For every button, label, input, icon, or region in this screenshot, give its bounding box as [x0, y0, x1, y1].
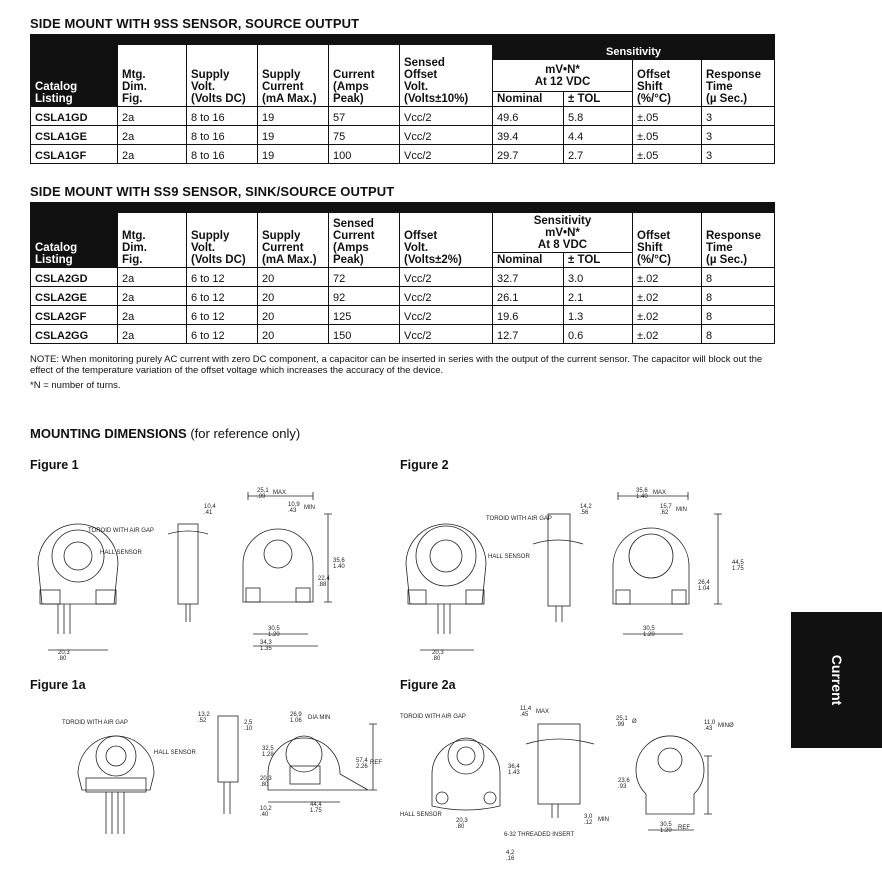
svg-text:36,4: 36,4	[508, 764, 520, 770]
svg-text:30,5: 30,5	[660, 822, 672, 828]
svg-text:.10: .10	[244, 726, 253, 732]
svg-text:.40: .40	[260, 812, 269, 818]
table-row: CSLA2GG 2a 6 to 12 20 150 Vcc/2 12.7 0.6 ±.02 8	[31, 325, 775, 344]
table-row: CSLA2GE 2a 6 to 12 20 92 Vcc/2 26.1 2.1 ±.02 8	[31, 287, 775, 306]
svg-text:20,3: 20,3	[58, 650, 70, 656]
svg-text:1.40: 1.40	[636, 494, 648, 500]
svg-text:1.35: 1.35	[260, 646, 272, 652]
callout-toroid: TOROID WITH AIR GAP	[486, 516, 552, 522]
th-supply-current: Supply Current (mA Max.)	[258, 213, 329, 268]
svg-text:.80: .80	[456, 824, 465, 830]
th-offset-volt: Offset Volt. (Volts±2%)	[400, 213, 493, 268]
svg-text:1.20: 1.20	[268, 632, 280, 638]
th-supply-volt: Supply Volt. (Volts DC)	[187, 45, 258, 107]
svg-text:.88: .88	[318, 582, 327, 588]
figure-2-drawing	[398, 484, 778, 664]
th-mtg: Mtg. Dim. Fig.	[118, 213, 187, 268]
svg-text:DIA MIN: DIA MIN	[308, 715, 331, 721]
figure-2a-drawing	[398, 704, 782, 876]
callout-hall: HALL SENSOR	[100, 550, 142, 556]
callout-hall: HALL SENSOR	[154, 750, 196, 756]
table-row: CSLA1GF 2a 8 to 16 19 100 Vcc/2 29.7 2.7 ±.05 3	[31, 145, 775, 164]
svg-text:34,3: 34,3	[260, 640, 272, 646]
th-response-time: Response Time (µ Sec.)	[702, 60, 775, 107]
th-offset-volt: Sensed Offset Volt. (Volts±10%)	[400, 45, 493, 107]
svg-text:MIN: MIN	[304, 505, 315, 511]
th-offset-shift: Offset Shift (%/°C)	[633, 60, 702, 107]
svg-text:1.20: 1.20	[643, 632, 655, 638]
svg-text:.56: .56	[580, 510, 589, 516]
svg-text:.80: .80	[58, 656, 67, 662]
svg-text:44,4: 44,4	[310, 802, 322, 808]
svg-text:22,4: 22,4	[318, 576, 330, 582]
svg-text:11,4: 11,4	[520, 706, 532, 712]
th-catalog: Catalog Listing	[31, 213, 118, 268]
th-nominal: Nominal	[493, 92, 564, 107]
svg-text:30,5: 30,5	[268, 626, 280, 632]
svg-text:MIN: MIN	[598, 817, 609, 823]
th-mvn: mV•N* At 12 VDC	[493, 60, 633, 92]
svg-text:20,3: 20,3	[260, 776, 272, 782]
th-supply-volt: Supply Volt. (Volts DC)	[187, 213, 258, 268]
svg-text:14,2: 14,2	[580, 504, 592, 510]
table-row: CSLA1GD 2a 8 to 16 19 57 Vcc/2 49.6 5.8 ±.05 3	[31, 107, 775, 126]
svg-text:35,6: 35,6	[636, 488, 648, 494]
th-mtg: Mtg. Dim. Fig.	[118, 45, 187, 107]
svg-text:15,7: 15,7	[660, 504, 672, 510]
svg-text:26,9: 26,9	[290, 712, 302, 718]
svg-text:10,2: 10,2	[260, 806, 272, 812]
figure-2-label: Figure 2	[400, 458, 449, 472]
svg-text:25,1: 25,1	[616, 716, 628, 722]
footnote-text: *N = number of turns.	[30, 380, 121, 391]
table1-title: SIDE MOUNT WITH 9SS SENSOR, SOURCE OUTPUT	[30, 16, 360, 31]
figure-1a-label: Figure 1a	[30, 678, 86, 692]
svg-text:.62: .62	[660, 510, 669, 516]
svg-text:11,0: 11,0	[704, 720, 716, 726]
figure-1a-drawing	[28, 704, 388, 876]
svg-text:1.28: 1.28	[262, 752, 274, 758]
table-row: CSLA1GE 2a 8 to 16 19 75 Vcc/2 39.4 4.4 ±.05 3	[31, 126, 775, 145]
svg-text:.45: .45	[520, 712, 529, 718]
svg-text:3,0: 3,0	[584, 814, 593, 820]
svg-text:1.04: 1.04	[698, 586, 710, 592]
svg-text:MAX: MAX	[653, 490, 667, 496]
th-offset-shift: Offset Shift (%/°C)	[633, 213, 702, 268]
svg-text:.12: .12	[584, 820, 593, 826]
table2-title: SIDE MOUNT WITH SS9 SENSOR, SINK/SOURCE OUTPUT	[30, 184, 395, 199]
svg-text:13,2: 13,2	[198, 712, 210, 718]
svg-text:REF: REF	[678, 825, 690, 831]
svg-text:MINØ: MINØ	[718, 723, 734, 729]
callout-hall: HALL SENSOR	[400, 812, 442, 818]
svg-text:.52: .52	[198, 718, 207, 724]
svg-text:.43: .43	[704, 726, 713, 732]
svg-text:4,2: 4,2	[506, 850, 515, 856]
figure-1-label: Figure 1	[30, 458, 79, 472]
svg-text:30,5: 30,5	[643, 626, 655, 632]
svg-text:2.26: 2.26	[356, 764, 368, 770]
callout-hall: HALL SENSOR	[488, 554, 530, 560]
svg-text:10,9: 10,9	[288, 502, 300, 508]
svg-text:1.20: 1.20	[660, 828, 672, 834]
svg-text:23,6: 23,6	[618, 778, 630, 784]
svg-text:.43: .43	[288, 508, 297, 514]
svg-text:1.43: 1.43	[508, 770, 520, 776]
th-sensitivity: Sensitivity mV•N* At 8 VDC	[493, 213, 633, 253]
svg-text:35,6: 35,6	[333, 558, 345, 564]
callout-toroid: TOROID WITH AIR GAP	[62, 720, 128, 726]
svg-text:REF: REF	[370, 760, 382, 766]
table-row: CSLA2GD 2a 6 to 12 20 72 Vcc/2 32.7 3.0 ±.02 8	[31, 268, 775, 287]
svg-text:MIN: MIN	[676, 507, 687, 513]
svg-text:2,5: 2,5	[244, 720, 253, 726]
svg-text:20,3: 20,3	[432, 650, 444, 656]
callout-toroid: TOROID WITH AIR GAP	[88, 528, 154, 534]
callout-toroid: TOROID WITH AIR GAP	[400, 714, 466, 720]
th-tol: ± TOL	[564, 92, 633, 107]
th-current: Current (Amps Peak)	[329, 45, 400, 107]
svg-text:.80: .80	[432, 656, 441, 662]
svg-text:.99: .99	[616, 722, 625, 728]
svg-text:26,4: 26,4	[698, 580, 710, 586]
svg-text:57,4: 57,4	[356, 758, 368, 764]
figure-1-drawing	[28, 484, 378, 664]
table2	[30, 202, 775, 344]
svg-text:MAX: MAX	[273, 490, 287, 496]
svg-text:1.40: 1.40	[333, 564, 345, 570]
svg-text:10,4: 10,4	[204, 504, 216, 510]
th-nominal: Nominal	[493, 253, 564, 268]
svg-text:32,5: 32,5	[262, 746, 274, 752]
svg-text:1.06: 1.06	[290, 718, 302, 724]
note-text: NOTE: When monitoring purely AC current with zero DC component, a capacitor can be inserted in series with the output of the current sensor. The capacitor will block out the effect of the temperature variation of the offset voltage which increases the accuracy of the device.	[30, 354, 763, 376]
section-tab-current: Current	[791, 612, 882, 748]
th-catalog: Catalog Listing	[31, 45, 118, 107]
svg-text:20,3: 20,3	[456, 818, 468, 824]
svg-text:.80: .80	[260, 782, 269, 788]
svg-text:MAX: MAX	[536, 709, 550, 715]
svg-text:.16: .16	[506, 856, 515, 862]
th-tol: ± TOL	[564, 253, 633, 268]
callout-insert: 6-32 THREADED INSERT	[504, 832, 575, 838]
svg-text:25,1: 25,1	[257, 488, 269, 494]
th-response-time: Response Time (µ Sec.)	[702, 213, 775, 268]
th-supply-current: Supply Current (mA Max.)	[258, 45, 329, 107]
th-sensed-current: Sensed Current (Amps Peak)	[329, 213, 400, 268]
figure-2a-label: Figure 2a	[400, 678, 456, 692]
th-sensitivity: Sensitivity	[493, 45, 775, 60]
svg-text:.41: .41	[204, 510, 213, 516]
svg-text:Ø: Ø	[632, 719, 637, 725]
svg-text:1.75: 1.75	[310, 808, 322, 814]
svg-text:.99: .99	[257, 494, 266, 500]
table-row: CSLA2GF 2a 6 to 12 20 125 Vcc/2 19.6 1.3 ±.02 8	[31, 306, 775, 325]
svg-text:44,5: 44,5	[732, 560, 744, 566]
table1	[30, 34, 775, 164]
svg-text:1.75: 1.75	[732, 566, 744, 572]
svg-text:.93: .93	[618, 784, 627, 790]
mounting-title: MOUNTING DIMENSIONS (for reference only)	[30, 426, 301, 441]
